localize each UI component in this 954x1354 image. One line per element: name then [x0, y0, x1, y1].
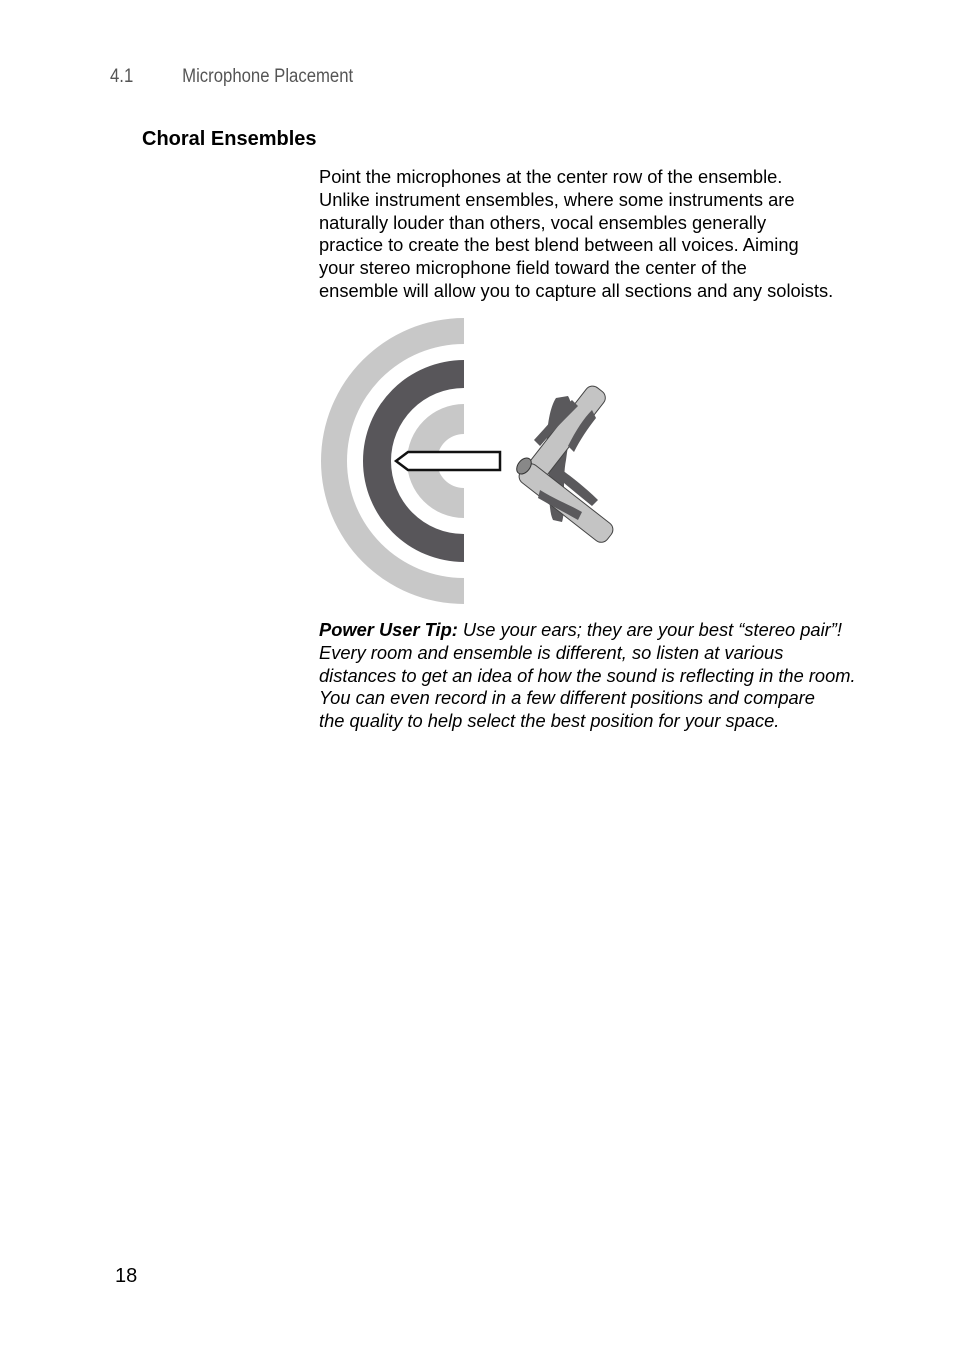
- section-header: [110, 66, 353, 88]
- body-line: naturally louder than others, vocal ensembles generally: [319, 211, 767, 233]
- body-line: ensemble will allow you to capture all sections and any soloists.: [319, 279, 834, 301]
- body-line: Unlike instrument ensembles, where some instruments are: [319, 188, 795, 210]
- stereo-microphone-icon: [514, 383, 616, 546]
- tip-line: Every room and ensemble is different, so listen at various: [319, 641, 784, 663]
- tip-label: Power User Tip:: [319, 619, 458, 640]
- section-number: 4.1: [110, 66, 134, 87]
- page-number: 18: [115, 1265, 138, 1287]
- tip-line: You can even record in a few different positions and compare: [319, 687, 815, 709]
- body-line: Point the microphones at the center row of the ensemble.: [319, 166, 783, 187]
- section-title: Microphone Placement: [182, 66, 354, 87]
- body-line: practice to create the best blend between all voices. Aiming: [319, 234, 799, 256]
- body-paragraph: [319, 166, 879, 303]
- arrow-icon: [396, 452, 500, 470]
- page-heading: Choral Ensembles: [142, 128, 317, 150]
- tip-line: distances to get an idea of how the sound is reflecting in the room.: [319, 664, 856, 686]
- tip-text: Use your ears; they are your best “stereo pair”!: [457, 619, 842, 640]
- power-user-tip: [319, 619, 879, 733]
- body-line: your stereo microphone field toward the center of the: [319, 257, 747, 279]
- tip-first-line: [319, 619, 879, 642]
- microphone-diagram: [310, 310, 630, 610]
- tip-line: the quality to help select the best position for your space.: [319, 710, 780, 732]
